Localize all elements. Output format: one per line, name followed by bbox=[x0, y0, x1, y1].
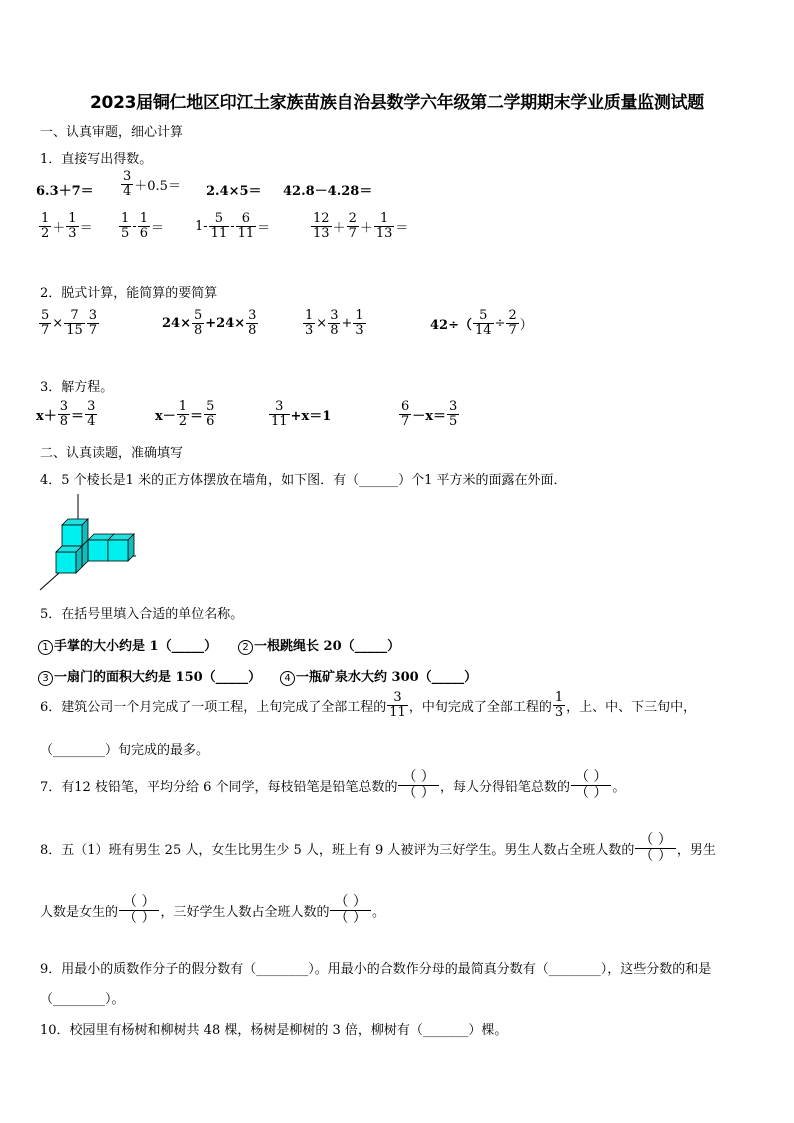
q3-equation-d: $\frac{6}{7}$ －x＝ $\frac{3}{5}$ bbox=[401, 399, 458, 429]
question-6-line-2: （________）旬完成的最多。 bbox=[40, 743, 210, 758]
q1-row2-b: $\frac{1}{5}$ - $\frac{1}{6}$ ＝ bbox=[121, 211, 164, 241]
q2-expr-c: $\frac{1}{3}$ × $\frac{3}{8}$ + $\frac{1}{3}$ bbox=[305, 308, 364, 338]
q5-item-4: 4 一瓶矿泉水大约 300（_____） bbox=[280, 666, 477, 686]
question-9-line-1: 9．用最小的质数作分子的假分数有（________）。用最小的合数作分母的最简真分数有（________），这些分数的和是 bbox=[40, 962, 712, 977]
q1-row1-c: 2.4×5＝ bbox=[206, 184, 262, 199]
question-6-line-1: 6．建筑公司一个月完成了一项工程，上旬完成了全部工程的 $\frac{3}{11}$ ，中旬完成了全部工程的 $\frac{1}{3}$ ，上、中、下三旬中， bbox=[40, 690, 697, 720]
question-7-text: 7．有12 枝铅笔，平均分给 6 个同学，每枝铅笔是铅笔总数的 $\frac{( )}{( )}$ ，每人分得铅笔总数的 $\frac{( )}{( )}$ 。 bbox=[40, 769, 626, 801]
question-4-text: 4．5 个棱长是1 米的正方体摆放在墙角，如下图．有（______）个1 平方米的面露在外面． bbox=[40, 473, 567, 488]
question-8-line-1: 8．五（1）班有男生 25 人，女生比男生少 5 人，班上有 9 人被评为三好学生。男生人数占全班人数的 $\frac{( )}{( )}$ ，男生 bbox=[40, 832, 716, 864]
section-1-heading: 一、认真审题，细心计算 bbox=[40, 125, 184, 140]
q5-item-3: 3 一扇门的面积大约是 150（_____） bbox=[38, 666, 261, 686]
q1-row2-c: 1- $\frac{5}{11}$ - $\frac{6}{11}$ ＝ bbox=[195, 211, 271, 241]
question-2-label: 2．脱式计算，能简算的要简算 bbox=[40, 286, 218, 301]
question-5-label: 5．在括号里填入合适的单位名称。 bbox=[40, 607, 244, 622]
q1-row1-a: 6.3＋7＝ bbox=[36, 184, 94, 199]
q3-equation-c: $\frac{3}{11}$ +x＝1 bbox=[271, 399, 332, 429]
question-9-line-2: （________）。 bbox=[40, 992, 125, 1007]
q1-row2-a: $\frac{1}{2}$ ＋ $\frac{1}{3}$ ＝ bbox=[41, 211, 93, 241]
cube-corner-figure bbox=[36, 494, 136, 594]
number-circle: 3 bbox=[38, 671, 53, 686]
q1-row1-d: 42.8－4.28＝ bbox=[283, 184, 373, 199]
number-circle: 1 bbox=[38, 640, 53, 655]
question-8-line-2: 人数是女生的 $\frac{( )}{( )}$ ，三好学生人数占全班人数的 $\frac{( )}{( )}$ 。 bbox=[40, 894, 385, 926]
section-2-heading: 二、认真读题，准确填写 bbox=[40, 446, 184, 461]
q3-equation-a: x＋ $\frac{3}{8}$ ＝ $\frac{3}{4}$ bbox=[36, 399, 96, 429]
q1-row2-d: $\frac{12}{13}$ ＋ $\frac{2}{7}$ ＋ $\frac{1}{13}$ ＝ bbox=[313, 211, 409, 241]
q2-expr-b: 24× $\frac{5}{8}$ +24× $\frac{3}{8}$ bbox=[162, 308, 257, 338]
q3-equation-b: x－ $\frac{1}{2}$ ＝ $\frac{5}{6}$ bbox=[155, 399, 215, 429]
q2-expr-a: $\frac{5}{7}$ × $\frac{7}{15}$ $\frac{3}{7}$ bbox=[41, 308, 98, 338]
page-title: 2023届铜仁地区印江土家族苗族自治县数学六年级第二学期期末学业质量监测试题 bbox=[90, 93, 704, 113]
cube-stack bbox=[56, 519, 134, 573]
q5-item-1: 1 手掌的大小约是 1（_____） bbox=[38, 635, 217, 655]
question-10-text: 10．校园里有杨树和柳树共 48 棵，杨树是柳树的 3 倍，柳树有（_______）棵。 bbox=[40, 1023, 508, 1038]
question-3-label: 3．解方程。 bbox=[40, 380, 114, 395]
question-1-label: 1．直接写出得数。 bbox=[40, 152, 153, 167]
number-circle: 4 bbox=[280, 671, 295, 686]
q2-expr-d: 42÷（ $\frac{5}{14}$ ÷ $\frac{2}{7}$ ） bbox=[430, 308, 533, 338]
q1-row1-b: $\frac{3}{4}$ ＋0.5＝ bbox=[123, 169, 181, 199]
q5-item-2: 2 一根跳绳长 20（_____） bbox=[238, 635, 400, 655]
number-circle: 2 bbox=[238, 640, 253, 655]
fraction: $\frac{3}{4}$ bbox=[123, 169, 132, 199]
